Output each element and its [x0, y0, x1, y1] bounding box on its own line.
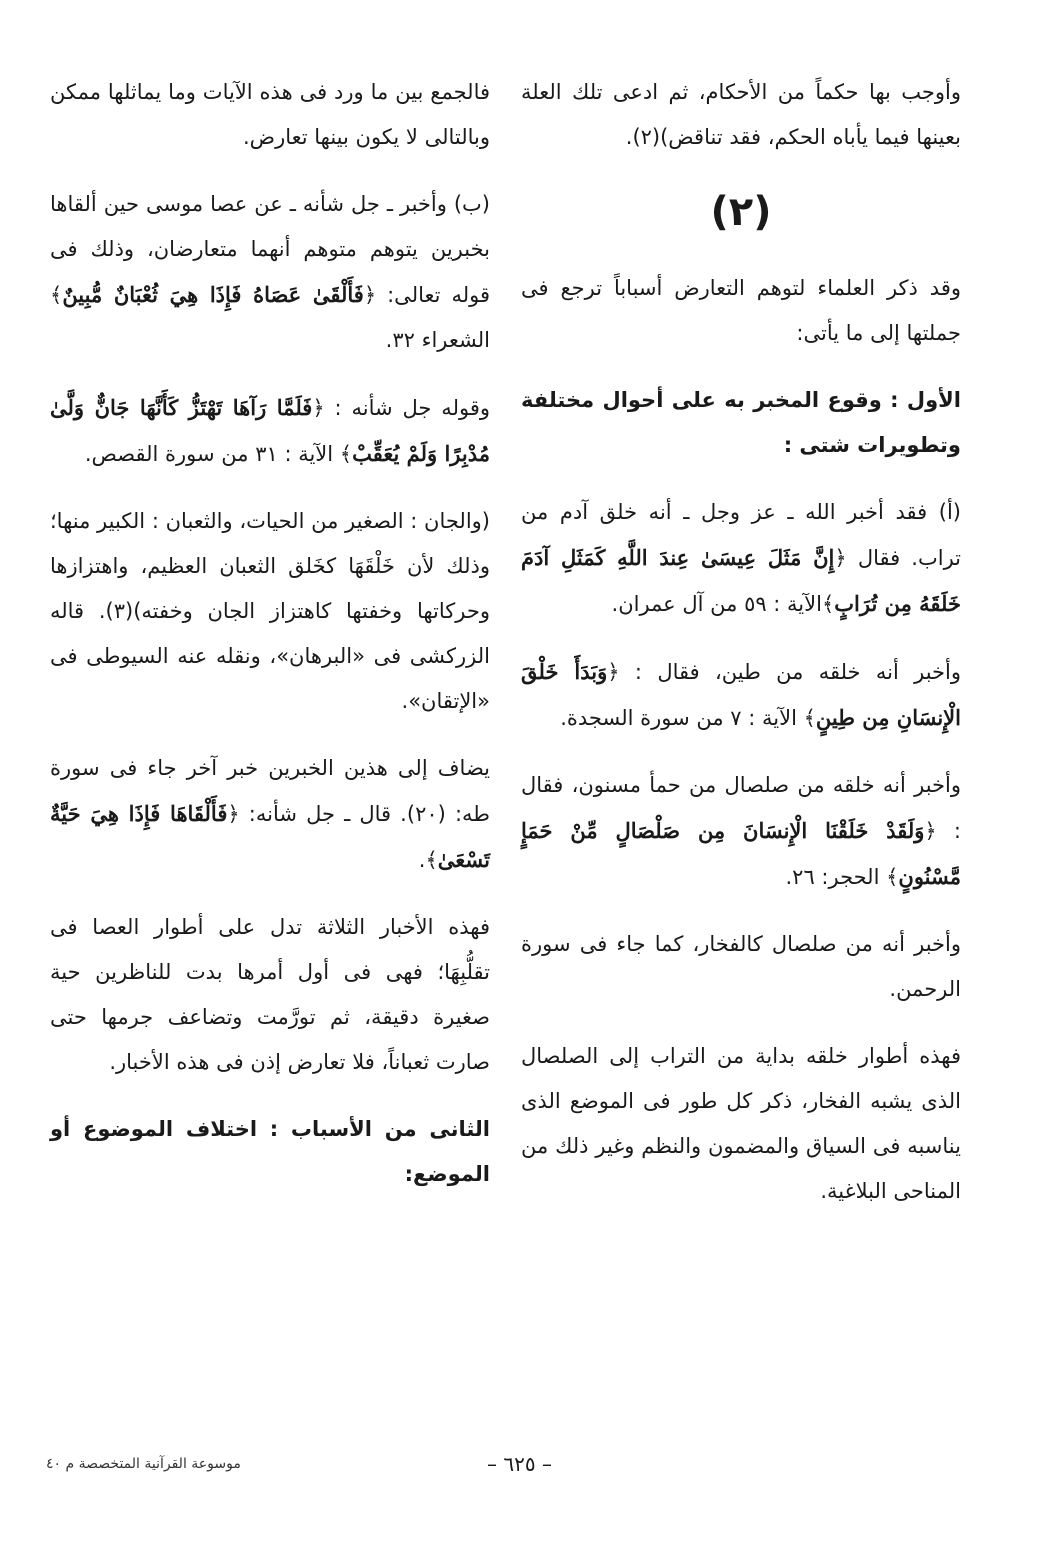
quran-verse: فَلَمَّا رَآهَا تَهْتَزُّ كَأَنَّهَا جَانٌّ وَلَّىٰ مُدْبِرًا وَلَمْ يُعَقِّبْ [50, 395, 490, 466]
verse-intro: (ب) وأخبر ـ جل شأنه ـ عن عصا موسى حين ألقاها بخبرين يتوهم متوهم أنهما متعارضان، وذلك فى قوله تعالى: ﴿ [50, 192, 490, 307]
left-paragraph-2 [50, 182, 490, 363]
page-number: – ٦٢٥ – [487, 1452, 552, 1476]
left-paragraph-1: فالجمع بين ما ورد فى هذه الآيات وما يماثلها ممكن وبالتالى لا يكون بينها تعارض. [50, 80, 490, 149]
verse-intro: وقوله جل شأنه : ﴿ [312, 396, 490, 420]
right-column [521, 70, 961, 1236]
verse-reference: ﴾ الآية : ٧ من سورة السجدة. [560, 706, 816, 730]
verse-reference: ﴾ الآية : ٣١ من سورة القصص. [84, 442, 353, 466]
section-number: (٢) [710, 189, 772, 235]
quran-verse: وَبَدَأَ خَلْقَ الْإِنسَانِ مِن طِينٍ [521, 659, 961, 730]
left-column [50, 70, 490, 1219]
quran-verse: وَلَقَدْ خَلَقْنَا الْإِنسَانَ مِن صَلْصَالٍ مِّنْ حَمَإٍ مَّسْنُونٍ [521, 818, 961, 889]
right-paragraph-2: وقد ذكر العلماء لتوهم التعارض أسباباً ترجع فى جملتها إلى ما يأتى: [521, 276, 961, 345]
verse-intro: يضاف إلى هذين الخبرين خبر آخر جاء فى سورة طه: (٢٠). قال ـ جل شأنه: ﴿ [50, 756, 490, 826]
right-paragraph-6: وأخبر أنه من صلصال كالفخار، كما جاء فى سورة الرحمن. [521, 932, 961, 1001]
verse-reference: ﴾ الحجر: ٢٦. [785, 865, 899, 889]
right-paragraph-3 [521, 490, 961, 627]
right-paragraph-5 [521, 763, 961, 900]
cause-two-heading: الثانى من الأسباب : اختلاف الموضوع أو الموضع: [50, 1117, 490, 1186]
footer-note: موسوعة القرآنية المتخصصة م ٤٠ [46, 1456, 241, 1472]
quran-verse: فَأَلْقَىٰ عَصَاهُ فَإِذَا هِيَ ثُعْبَانٌ مُّبِينٌ [62, 282, 364, 307]
right-paragraph-4 [521, 649, 961, 741]
left-paragraph-5 [50, 746, 490, 883]
verse-reference: ﴾. [418, 848, 438, 872]
left-paragraph-6: فهذه الأخبار الثلاثة تدل على أطوار العصا فى تقلُّبِهَا؛ فهى فى أول أمرها بدت للناظرين حية صغيرة دقيقة، ثم تورَّمت وتضاعف جرمها حتى صارت ثعباناً، فلا تعارض إذن فى هذه الأخبار. [50, 915, 490, 1074]
verse-reference: ﴾الآية : ٥٩ من آل عمران. [611, 592, 835, 616]
right-paragraph-7: فهذه أطوار خلقه بداية من التراب إلى الصلصال الذى يشبه الفخار، ذكر كل طور فى الموضع الذى يناسبه فى السياق والمضمون والنظم وغير ذلك من المناحى البلاغية. [521, 1044, 961, 1203]
cause-one-heading: الأول : وقوع المخبر به على أحوال مختلفة وتطويرات شتى : [521, 388, 961, 457]
verse-intro: وأخبر أنه خلقه من صلصال من حمأ مسنون، فقال : ﴿ [521, 773, 961, 843]
right-paragraph-1: وأوجب بها حكماً من الأحكام، ثم ادعى تلك العلة بعينها فيما يأباه الحكم، فقد تناقض)(٢). [521, 80, 961, 149]
verse-intro: وأخبر أنه خلقه من طين، فقال : ﴿ [607, 660, 961, 684]
left-paragraph-3 [50, 385, 490, 477]
quran-verse: فَأَلْقَاهَا فَإِذَا هِيَ حَيَّةٌ تَسْعَىٰ [50, 801, 490, 872]
left-paragraph-4: (والجان : الصغير من الحيات، والثعبان : الكبير منها؛ وذلك لأن خَلْقَهَا كخَلق الثعبان العظيم، واهتزازها وحركاتها وخفتها كاهتزاز الجان وخفته)(٣). قاله الزركشى فى «البرهان»، ونقله عنه السيوطى فى «الإتقان». [50, 509, 490, 713]
quran-verse: إِنَّ مَثَلَ عِيسَىٰ عِندَ اللَّهِ كَمَثَلِ آدَمَ خَلَقَهُ مِن تُرَابٍ [521, 545, 961, 616]
verse-reference: ﴾ الشعراء ٣٢. [50, 283, 490, 352]
page-footer [0, 1452, 1039, 1482]
verse-intro: (أ) فقد أخبر الله ـ عز وجل ـ أنه خلق آدم من تراب. فقال ﴿ [521, 500, 961, 570]
